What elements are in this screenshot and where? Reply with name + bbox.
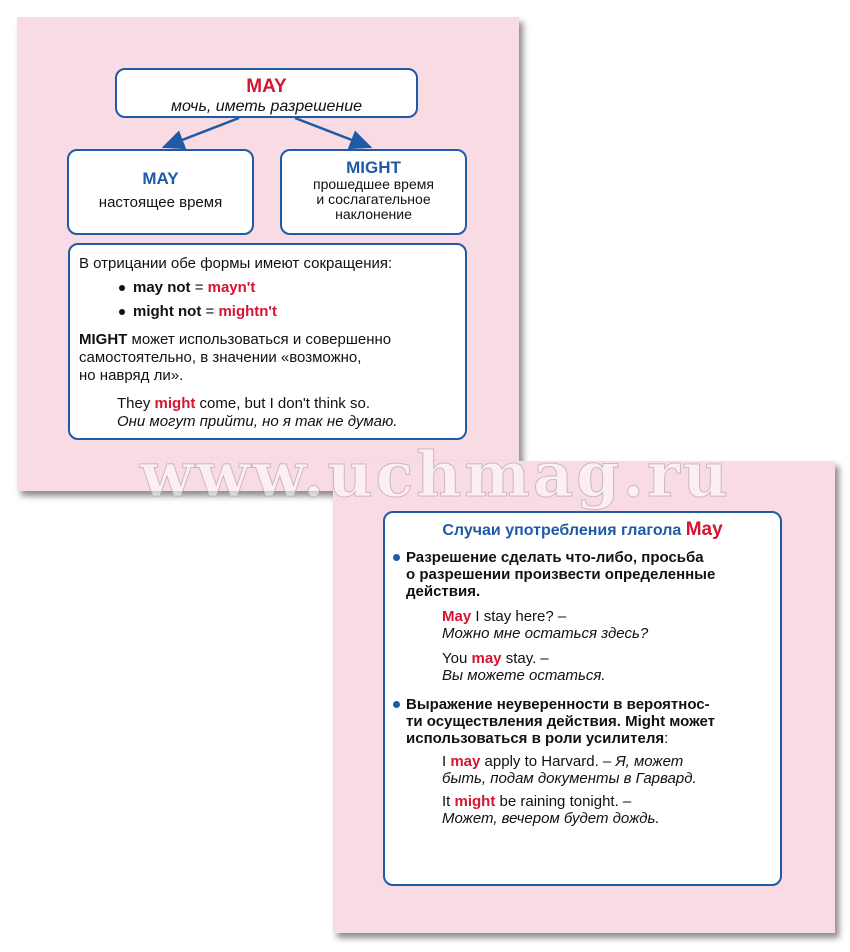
mayn-t-short: mayn't — [207, 279, 256, 296]
case-uncertainty — [385, 696, 780, 747]
may-top-subtitle: мочь, иметь разрешение — [171, 98, 362, 115]
might-line-2: и сослагательное — [316, 191, 431, 207]
ex-before: You — [442, 650, 468, 667]
case1-line-3: действия. — [406, 583, 481, 600]
bullet-may-not — [119, 279, 457, 297]
usage-title-may: May — [685, 519, 723, 540]
bullet-dot — [393, 701, 400, 708]
case1-line-1: Разрешение сделать что-либо, просьба — [406, 549, 704, 566]
case2-line-2: ти осуществления действия. Might может — [406, 713, 716, 730]
watermark: www.uchmag.ru — [140, 438, 731, 511]
case1-line-2: о разрешении произвести определенные — [406, 566, 716, 583]
might-text-1: может использоваться и совершенно — [131, 331, 392, 348]
might-past-box — [280, 149, 467, 235]
usage-title-text: Случаи употребления глагола — [442, 522, 682, 539]
example-might: might — [154, 395, 196, 412]
case1-example-1 — [442, 608, 780, 642]
bullet-dot — [119, 309, 125, 315]
ex-translation: Можно мне остаться здесь? — [442, 625, 649, 642]
ex-before: It — [442, 793, 451, 810]
usage-box — [383, 511, 782, 886]
example-before: They — [117, 395, 151, 412]
mightn-t-short: mightn't — [218, 303, 277, 320]
case-permission — [385, 549, 780, 600]
usage-title — [385, 521, 780, 539]
may-not-form: may not — [133, 279, 191, 296]
may-present-subtitle: настоящее время — [98, 194, 223, 211]
example-translation: Они могут прийти, но я так не думаю. — [117, 413, 398, 430]
case2-colon: : — [664, 730, 669, 747]
branch-arrows — [17, 17, 519, 157]
might-text-2: самостоятельно, в значении «возможно, — [79, 349, 362, 366]
case2-example-2 — [442, 793, 770, 827]
ex-might: might — [454, 793, 496, 810]
may-present-box — [67, 149, 254, 235]
ex-translation: Может, вечером будет дождь. — [442, 810, 660, 827]
case2-line-3: использоваться в роли усилителя — [406, 730, 665, 747]
ex-before: I — [442, 753, 447, 770]
ex-rest: I stay here? – — [475, 608, 567, 625]
equals-sign: = — [205, 303, 215, 320]
ex-rest: apply to Harvard. – — [484, 753, 612, 770]
ex-rest: be raining tonight. – — [499, 793, 632, 810]
ex-rest: stay. – — [505, 650, 549, 667]
ex-may: May — [442, 608, 472, 625]
negation-box — [68, 243, 467, 440]
card-may-usage — [333, 461, 835, 933]
negation-intro: В отрицании обе формы имеют сокращения: — [79, 255, 393, 272]
ex-translation: Вы можете остаться. — [442, 667, 606, 684]
might-usage-paragraph — [79, 331, 457, 385]
may-top-title: MAY — [246, 76, 287, 97]
ex-may: may — [450, 753, 481, 770]
might-line-3: наклонение — [335, 206, 412, 222]
case1-example-2 — [442, 650, 780, 684]
might-word: MIGHT — [79, 331, 128, 348]
arrow-left — [164, 118, 239, 147]
may-present-title: MAY — [142, 169, 179, 188]
bullet-might-not — [119, 303, 457, 321]
case2-example-1 — [442, 753, 770, 787]
might-line-1: прошедшее время — [313, 176, 434, 192]
equals-sign: = — [194, 279, 204, 296]
bullet-dot — [393, 554, 400, 561]
might-text-3: но навряд ли». — [79, 367, 184, 384]
bullet-dot — [119, 285, 125, 291]
might-title: MIGHT — [346, 158, 401, 177]
arrow-right — [295, 118, 370, 147]
might-example — [117, 395, 457, 431]
case2-line-1: Выражение неуверенности в вероятнос- — [406, 696, 710, 713]
ex-translation-1: Я, может — [615, 753, 684, 770]
might-not-form: might not — [133, 303, 202, 320]
card-may-might-overview — [17, 17, 519, 491]
ex-may: may — [471, 650, 502, 667]
example-after: come, but I don't think so. — [199, 395, 370, 412]
ex-translation-2: быть, подам документы в Гарвард. — [442, 770, 697, 787]
